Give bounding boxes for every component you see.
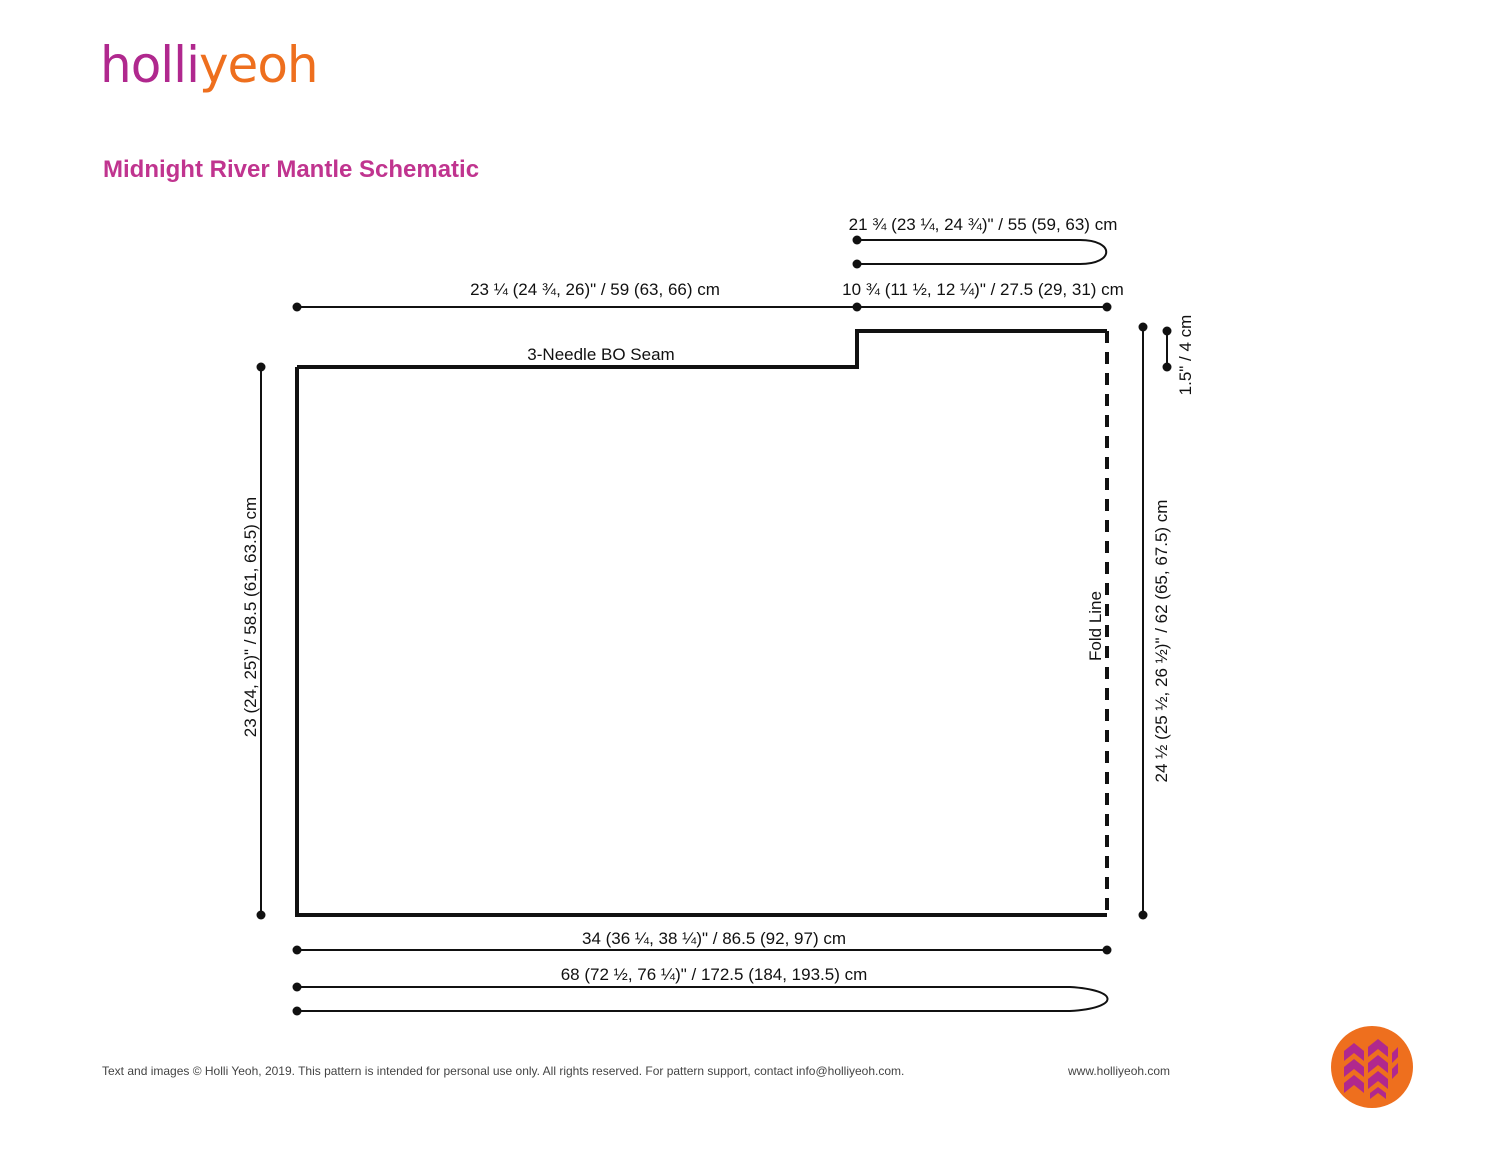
dim-dot xyxy=(1139,911,1148,920)
footer-copyright: Text and images © Holli Yeoh, 2019. This pattern is intended for personal use only. All rights reserved. For pattern support, contact info@holliyeoh.com. xyxy=(102,1064,905,1078)
top-loop-label: 21 ¾ (23 ¼, 24 ¾)" / 55 (59, 63) cm xyxy=(848,215,1118,234)
top-loop-line xyxy=(857,240,1106,264)
dim-dot xyxy=(257,911,266,920)
page-title: Midnight River Mantle Schematic xyxy=(103,156,480,183)
bottom-loop-label: 68 (72 ½, 76 ¼)" / 172.5 (184, 193.5) cm xyxy=(560,965,868,984)
dim-dot xyxy=(257,363,266,372)
dim-dot xyxy=(1103,946,1112,955)
top-right-label: 10 ¾ (11 ½, 12 ¼)" / 27.5 (29, 31) cm xyxy=(842,280,1124,299)
dim-dot xyxy=(293,946,302,955)
dim-dot xyxy=(853,303,862,312)
bottom-loop-line xyxy=(297,987,1108,1011)
top-left-label: 23 ¼ (24 ¾, 26)" / 59 (63, 66) cm xyxy=(470,280,720,299)
logo-part1: holli xyxy=(100,36,199,94)
outline-left-bottom xyxy=(297,367,1107,915)
dim-dot xyxy=(293,1007,302,1016)
dim-dot xyxy=(1163,363,1172,372)
fold-label: Fold Line xyxy=(1086,591,1105,661)
dim-dot xyxy=(293,303,302,312)
footer-website[interactable]: www.holliyeoh.com xyxy=(1068,1064,1171,1078)
dim-dot xyxy=(1139,323,1148,332)
left-height-label: 23 (24, 25)" / 58.5 (61, 63.5) cm xyxy=(241,496,260,738)
seam-label: 3-Needle BO Seam xyxy=(527,345,675,364)
dim-dot xyxy=(853,236,862,245)
right-height-label: 24 ½ (25 ½, 26 ½)" / 62 (65, 67.5) cm xyxy=(1152,499,1171,783)
step-label: 1.5" / 4 cm xyxy=(1176,314,1195,396)
dim-dot xyxy=(1103,303,1112,312)
dim-dot xyxy=(293,983,302,992)
dim-dot xyxy=(1163,327,1172,336)
dim-dot xyxy=(853,260,862,269)
logo-part2: yeoh xyxy=(198,36,318,94)
knit-stitch-icon xyxy=(1330,1025,1414,1109)
bottom-width-label: 34 (36 ¼, 38 ¼)" / 86.5 (92, 97) cm xyxy=(581,929,847,948)
outline-top xyxy=(297,331,1107,367)
